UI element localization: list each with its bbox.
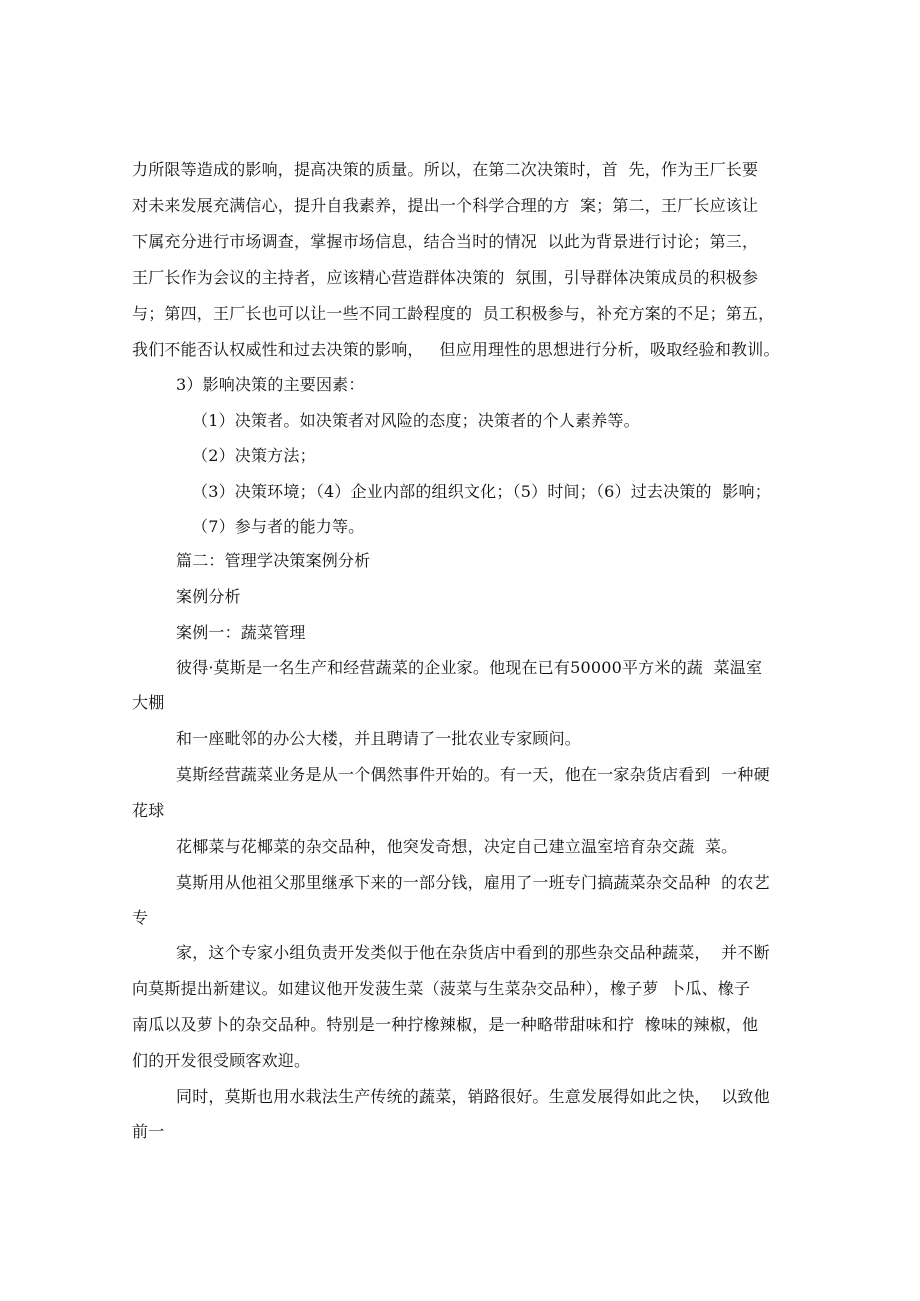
text-line: 和一座毗邻的办公大楼，并且聘请了一批农业专家顾问。 xyxy=(176,729,582,748)
text-line: 力所限等造成的影响，提高决策的质量。所以，在第二次决策时，首 先，作为王厂长要 xyxy=(132,160,759,179)
factor-item: （2）决策方法； xyxy=(192,446,316,465)
text-line: 大棚 xyxy=(132,693,165,712)
text-line: 对未来发展充满信心，提升自我素养，提出一个科学合理的方 案；第二，王厂长应该让 xyxy=(132,196,759,215)
factor-item: （7）参与者的能力等。 xyxy=(192,517,365,536)
text-line: 莫斯用从他祖父那里继承下来的一部分钱，雇用了一班专门搞蔬菜杂交品种 的农艺 xyxy=(176,873,770,892)
text-line: 前一 xyxy=(132,1122,165,1141)
factor-item: （3）决策环境；（4）企业内部的组织文化；（5）时间；（6）过去决策的 影响； xyxy=(192,482,771,501)
text-line: 南瓜以及萝卜的杂交品种。特别是一种拧橡辣椒，是一种略带甜味和拧 橡味的辣椒，他 xyxy=(132,1015,759,1034)
text-line: 与；第四，王厂长也可以让一些不同工龄程度的 员工积极参与，补充方案的不足；第五， xyxy=(132,304,775,323)
section-title: 篇二：管理学决策案例分析 xyxy=(176,551,371,570)
text-line: 我们不能否认权威性和过去决策的影响， 但应用理性的思想进行分析，吸取经验和教训。 xyxy=(132,340,780,359)
text-line: 同时，莫斯也用水栽法生产传统的蔬菜，销路很好。生意发展得如此之快， 以致他 xyxy=(176,1087,770,1106)
factors-heading: 3）影响决策的主要因素： xyxy=(176,375,365,394)
text-line: 王厂长作为会议的主持者，应该精心营造群体决策的 氛围，引导群体决策成员的积极参 xyxy=(132,268,759,287)
text-line: 下属充分进行市场调查，掌握市场信息，结合当时的情况 以此为背景进行讨论；第三， xyxy=(132,232,759,251)
factor-item: （1）决策者。如决策者对风险的态度；决策者的个人素养等。 xyxy=(192,411,640,430)
text-line: 花球 xyxy=(132,801,165,820)
case1-title: 案例一：蔬菜管理 xyxy=(176,623,306,642)
text-line: 们的开发很受顾客欢迎。 xyxy=(132,1051,311,1070)
text-line: 家，这个专家小组负责开发类似于他在杂货店中看到的那些杂交品种蔬菜， 并不断 xyxy=(176,943,770,962)
text-line: 专 xyxy=(132,908,149,927)
text-line: 花椰菜与花椰菜的杂交品种，他突发奇想，决定自己建立温室培育杂交蔬 菜。 xyxy=(176,837,738,856)
text-line: 向莫斯提出新建议。如建议他开发菠生菜（菠菜与生菜杂交品种），橡子萝 卜瓜、橡子 xyxy=(132,979,751,998)
text-line: 莫斯经营蔬菜业务是从一个偶然事件开始的。有一天，他在一家杂货店看到 一种硬 xyxy=(176,765,770,784)
text-line: 彼得·莫斯是一名生产和经营蔬菜的企业家。他现在已有50000平方米的蔬 菜温室 xyxy=(176,658,763,677)
case-analysis-heading: 案例分析 xyxy=(176,587,241,606)
